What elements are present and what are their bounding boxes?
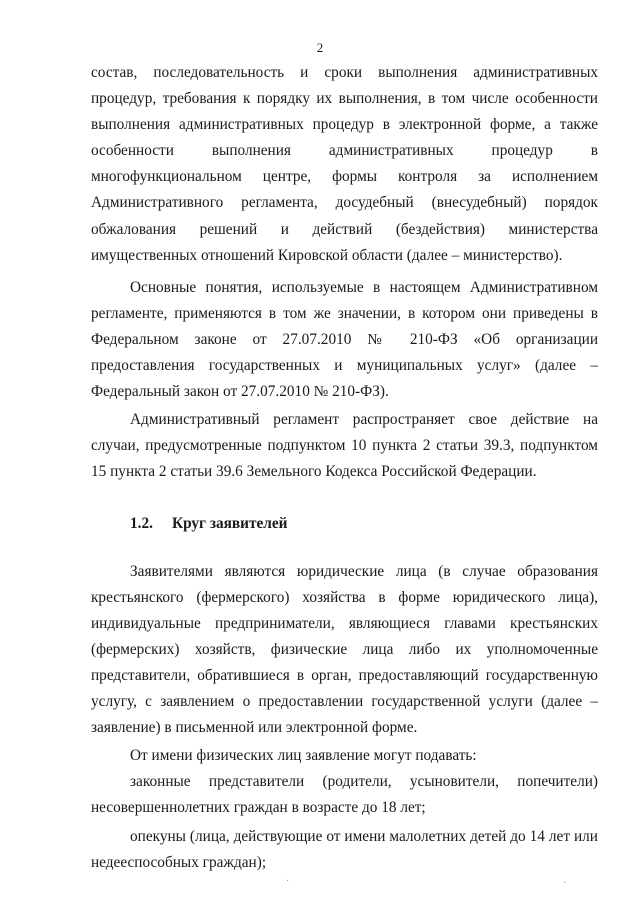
paragraph-legal-representatives: законные представители (родители, усыновители, попечители) несовершеннолетних граждан в возрасте до 18 лет; xyxy=(91,773,598,817)
paragraph-scope: Административный регламент распространяет свое действие на случаи, предусмотренные подпунктом 10 пункта 2 статьи 39.3, подпунктом 15 пункта 2 статьи 39.6 Земельного Кодекса Российской Федерации. xyxy=(91,411,598,481)
section-title: Круг заявителей xyxy=(172,514,288,532)
section-heading xyxy=(91,511,598,537)
paragraph-applicants: Заявителями являются юридические лица (в случае образования крестьянского (фермерского) хозяйства в форме юридического лица), индивидуальные предприниматели, являющиеся главами крестьянских (фермерских) хозяйств, физические лица либо их уполномоченные представители, обратившиеся в орган, предоставляющий государственную услугу, с заявлением о предоставлении государственной услуги (далее – заявление) в письменной или электронной форме. xyxy=(91,562,598,737)
section-number: 1.2. xyxy=(130,514,153,532)
page-number: 2 xyxy=(316,40,324,55)
scan-speck: · xyxy=(286,876,290,887)
document-body xyxy=(91,60,598,876)
paragraph-guardians: опекуны (лица, действующие от имени малолетних детей до 14 лет или недееспособных граждан); xyxy=(91,827,598,871)
paragraph-on-behalf: От имени физических лиц заявление могут подавать: xyxy=(130,747,477,765)
scan-speck: · xyxy=(563,878,567,889)
paragraph-procedures: состав, последовательность и сроки выполнения административных процедур, требования к порядку их выполнения, в том числе особенности выполнения административных процедур в электронной форме, а также особенности выполнения административных процедур в многофункциональном центре, формы контроля за исполнением Административного регламента, досудебный (внесудебный) порядок обжалования решений и действий (бездействия) министерства имущественных отношений Кировской области (далее – министерство). xyxy=(91,64,598,264)
paragraph-basic-concepts: Основные понятия, используемые в настоящем Административном регламенте, применяются в том же значении, в котором они приведены в Федеральном законе от 27.07.2010 № 210-ФЗ «Об организации предоставления государственных и муниципальных услуг» (далее – Федеральный закон от 27.07.2010 № 210-ФЗ). xyxy=(91,278,598,401)
